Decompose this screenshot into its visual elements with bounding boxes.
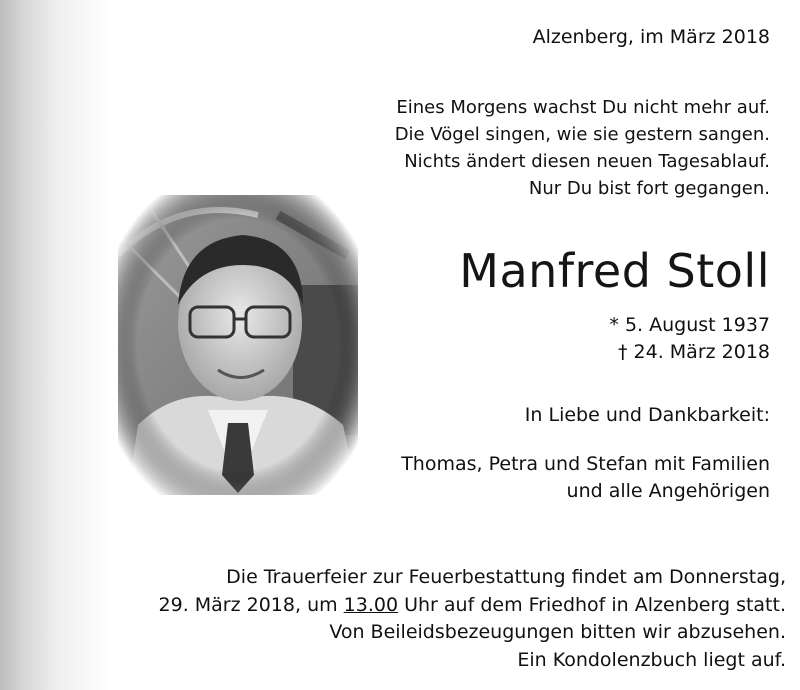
ceremony-date: 29. März 2018, um	[158, 593, 344, 616]
poem-line: Die Vögel singen, wie sie gestern sangen.	[394, 124, 770, 145]
mourners-line: Thomas, Petra und Stefan mit Familien	[401, 453, 770, 475]
ceremony-line	[159, 592, 786, 620]
thanks-intro: In Liebe und Dankbarkeit:	[524, 404, 770, 426]
poem-line: Nichts ändert diesen neuen Tagesablauf.	[404, 151, 770, 172]
ceremony-location: Uhr auf dem Friedhof in Alzenberg statt.	[398, 593, 786, 616]
ceremony-line: Die Trauerfeier zur Feuerbestattung findet am Donnerstag,	[226, 566, 786, 588]
ceremony-line: Von Beileidsbezeugungen bitten wir abzusehen.	[329, 621, 786, 643]
mourners-line: und alle Angehörigen	[566, 480, 770, 502]
place-date: Alzenberg, im März 2018	[532, 26, 770, 48]
ceremony-time: 13.00	[343, 593, 399, 616]
poem	[395, 94, 770, 202]
life-dates	[609, 312, 770, 366]
birth-date: * 5. August 1937	[609, 314, 770, 336]
ceremony-line: Ein Kondolenzbuch liegt auf.	[517, 648, 786, 671]
deceased-name: Manfred Stoll	[459, 244, 770, 298]
poem-line: Nur Du bist fort gegangen.	[528, 178, 770, 199]
death-date: † 24. März 2018	[617, 341, 770, 363]
portrait-photo	[118, 195, 358, 495]
ceremony-info	[159, 564, 786, 674]
mourners-list	[401, 451, 770, 505]
poem-line: Eines Morgens wachst Du nicht mehr auf.	[396, 97, 770, 118]
